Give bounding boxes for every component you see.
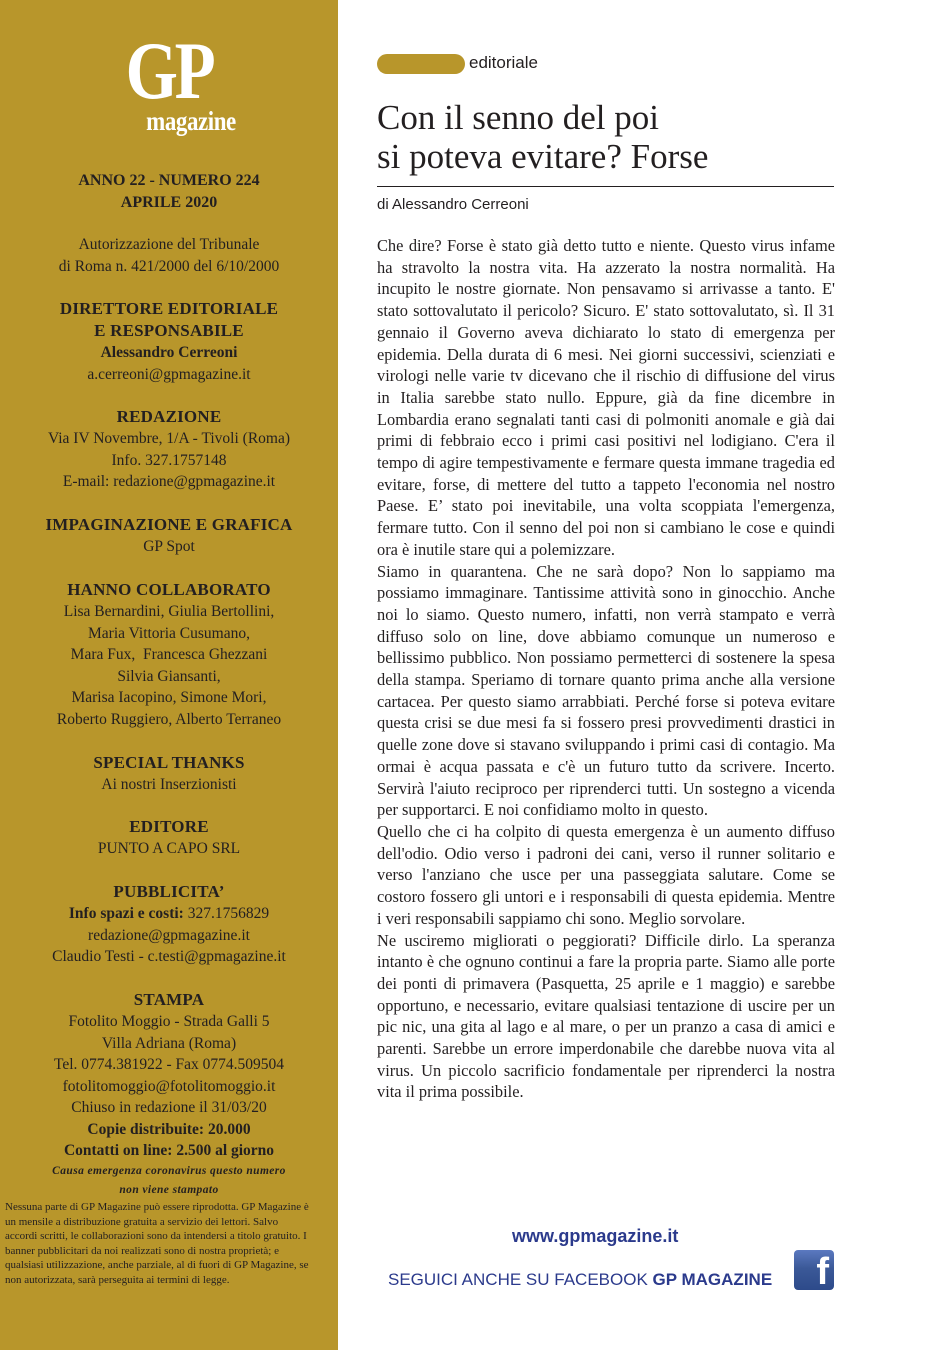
pubblicita-info-label: Info spazi e costi: [68, 905, 184, 922]
masthead-sidebar [0, 0, 338, 1350]
facebook-page-name: GP MAGAZINE [652, 1270, 773, 1289]
collaborators-section [10, 579, 328, 730]
stampa-line: Fotolito Moggio - Strada Galli 5 [68, 1013, 270, 1030]
stampa-line: Villa Adriana (Roma) [101, 1034, 237, 1052]
collaborators-heading: HANNO COLLABORATO [67, 580, 271, 599]
director-heading: E RESPONSABILE [94, 321, 244, 340]
pubblicita-email[interactable]: redazione@gpmagazine.it [88, 926, 250, 944]
facebook-icon[interactable]: f [794, 1250, 834, 1290]
article-paragraph: Che dire? Forse è stato già detto tutto e niente. Questo virus infame ha stravolto la nostra vita. Ha azzerato la nostra normalità. Ha incupito le nostre giornate. Non pensavamo si arrivasse a tanto. E' stato sottovalutato il pericolo? Sicuro. E' stato sottovalutato, sì. Il 31 gennaio il Governo aveva dichiarato lo stato di emergenza per epidemia. Della durata di 6 mesi. Nei giorni successivi, scienziati e virologi nelle varie tv dicevano che il rischio di diffusione del virus in Italia sarebbe stato nullo. Eppure, già da fine dicembre in Lombardia erano segnalati tanti casi di polmoniti anomale e già dai primi di febbraio ecco i primi casi positivi nel lodigiano. C'era il tempo di agire tempestivamente e fermare questa immane tragedia ed evitare, forse, di mettere del tutto a tappeto l'economia nel nostro Paese. E’ stato poi inevitabile, una volta scoppiata l'emergenza, fermare tutto. Con il senno del poi non si cambiano le cose e quindi ora è inutile stare qui a polemizzare. [377, 236, 835, 559]
authorization-line: di Roma n. 421/2000 del 6/10/2000 [58, 257, 280, 275]
collaborators-line: Roberto Ruggiero, Alberto Terraneo [56, 710, 282, 728]
issue-info [0, 170, 338, 214]
article-paragraph: Siamo in quarantena. Che ne sarà dopo? Non lo sappiamo ma possiamo immaginare. Tantissime attività sono in ginocchio. Anche noi lo siamo. Questo numero, infatti, non verrà stampato e verrà diffuso solo on line, dove abbiamo comunque un numeroso e bellissimo pubblico. Non possiamo permetterci di sostenere la spesa della stampa. Speriamo di tornare quanto prima anche alla versione cartacea. Per questo siamo arrabbiati. Perché forse si poteva evitare questa crisi se due mesi fa si fossero presi provvedimenti drastici in quelle zone dove si stavano sviluppando i primi casi di contagio. Ma ormai è acqua passata e c'è un futuro tutto da scrivere. Incerto. Servirà l'aiuto reciproco per riprenderci tutti. Un sostegno a vicenda per supportarci. E noi confidiamo molto in questo. [377, 561, 835, 820]
redazione-phone: Info. 327.1757148 [111, 451, 227, 469]
legal-fine-print: Nessuna parte di GP Magazine può essere riprodotta. GP Magazine è un mensile a distribuzione gratuita a servizio dei lettori. Salvo accordi scritti, le collaborazioni sono da intendersi a titolo gratuito. I banner pubblicitari da noi realizzati sono di nostra proprietà; e qualsiasi utilizzazione, anche parziale, al di fuori di GP Magazine, se non autorizzata, sarà perseguita ai termini di legge. [5, 1201, 309, 1286]
pubblicita-info [10, 903, 328, 925]
editore-section [10, 816, 328, 860]
gp-magazine-logo[interactable] [0, 25, 338, 136]
article-title-line: si poteva evitare? Forse [377, 137, 709, 176]
collaborators-line: Maria Vittoria Cusumano, [88, 624, 250, 642]
logo-magazine: magazine [146, 106, 236, 136]
stampa-line: Chiuso in redazione il 31/03/20 [71, 1099, 267, 1116]
director-email[interactable]: a.cerreoni@gpmagazine.it [87, 365, 251, 383]
pubblicita-section [10, 881, 328, 968]
redazione-section [10, 406, 328, 493]
copies-distributed: Copie distribuite: 20.000 [87, 1120, 251, 1138]
director-name: Alessandro Cerreoni [100, 344, 238, 361]
pubblicita-heading: PUBBLICITA’ [113, 882, 225, 901]
collaborators-line: Mara Fux, Francesca Ghezzani [70, 646, 268, 663]
thanks-value: Ai nostri Inserzionisti [101, 776, 237, 793]
stampa-line: Tel. 0774.381922 - Fax 0774.509504 [53, 1056, 285, 1073]
redazione-address: Via IV Novembre, 1/A - Tivoli (Roma) [47, 430, 291, 447]
online-contacts: Contatti on line: 2.500 al giorno [63, 1142, 275, 1159]
article-byline: di Alessandro Cerreoni [377, 196, 529, 213]
redazione-heading: REDAZIONE [116, 407, 222, 426]
collaborators-line: Marisa Iacopino, Simone Mori, [71, 689, 267, 706]
title-divider [377, 186, 834, 187]
director-heading: DIRETTORE EDITORIALE [59, 299, 279, 318]
editore-heading: EDITORE [129, 817, 209, 836]
director-section [10, 298, 328, 385]
redazione-email[interactable]: E-mail: redazione@gpmagazine.it [62, 473, 276, 490]
impaginazione-section [10, 514, 328, 558]
article-paragraph: Quello che ci ha colpito di questa emergenza è un aumento diffuso dell'odio. Odio verso i padroni dei cani, verso il runner solitario e verso l'anziano che usce per una passeggiata salutare. Come se costoro fossero gli untori e i responsabili di questa epidemia. Mentre i veri responsabili sappiamo chi sono. Meglio sorvolare. [377, 821, 835, 928]
emergency-notice: non viene stampato [119, 1183, 219, 1196]
issue-date: APRILE 2020 [120, 194, 218, 211]
pubblicita-contact[interactable]: Claudio Testi - c.testi@gpmagazine.it [52, 948, 286, 965]
issue-number: ANNO 22 - NUMERO 224 [78, 172, 260, 189]
stampa-heading: STAMPA [133, 990, 205, 1009]
facebook-prefix: SEGUICI ANCHE SU FACEBOOK [388, 1270, 653, 1289]
impaginazione-heading: IMPAGINAZIONE E GRAFICA [45, 515, 293, 534]
stampa-email[interactable]: fotolitomoggio@fotolitomoggio.it [62, 1077, 276, 1095]
collaborators-line: Lisa Bernardini, Giulia Bertollini, [63, 603, 275, 620]
article-title-line: Con il senno del poi [377, 98, 659, 137]
stampa-section [10, 989, 328, 1200]
authorization [10, 234, 328, 277]
logo-gp: GP [125, 25, 213, 116]
thanks-section [10, 752, 328, 796]
authorization-line: Autorizzazione del Tribunale [78, 236, 260, 253]
article-paragraph: Ne usciremo migliorati o peggiorati? Difficile dirlo. La speranza intanto è che ognuno continui a fare la propria parte. Siamo alle porte dei ponti di primavera (Pasquetta, 25 aprile e 1 maggio) e sarebbe opportuno, e necessario, evitare qualsiasi tentazione di uscire per un pic nic, una gita al lago e al mare, o per un pranzo a casa di amici e parenti. Sarebbe un errore imperdonabile che darebbe nuova vita al virus. Un piccolo sacrificio fondamentale per riprenderci la nostra vita il prima possibile. [377, 930, 835, 1102]
editore-value: PUNTO A CAPO SRL [97, 840, 241, 857]
website-link[interactable]: www.gpmagazine.it [512, 1226, 679, 1246]
article-title [377, 98, 837, 176]
impaginazione-value: GP Spot [143, 538, 195, 555]
section-tag-bar [377, 54, 465, 74]
facebook-follow-link[interactable] [388, 1270, 772, 1290]
article-body [377, 235, 835, 1103]
pubblicita-phone: 327.1756829 [183, 905, 270, 922]
section-label: editoriale [469, 53, 538, 72]
collaborators-line: Silvia Giansanti, [117, 667, 221, 685]
thanks-heading: SPECIAL THANKS [93, 753, 245, 772]
emergency-notice: Causa emergenza coronavirus questo numero [52, 1164, 286, 1177]
